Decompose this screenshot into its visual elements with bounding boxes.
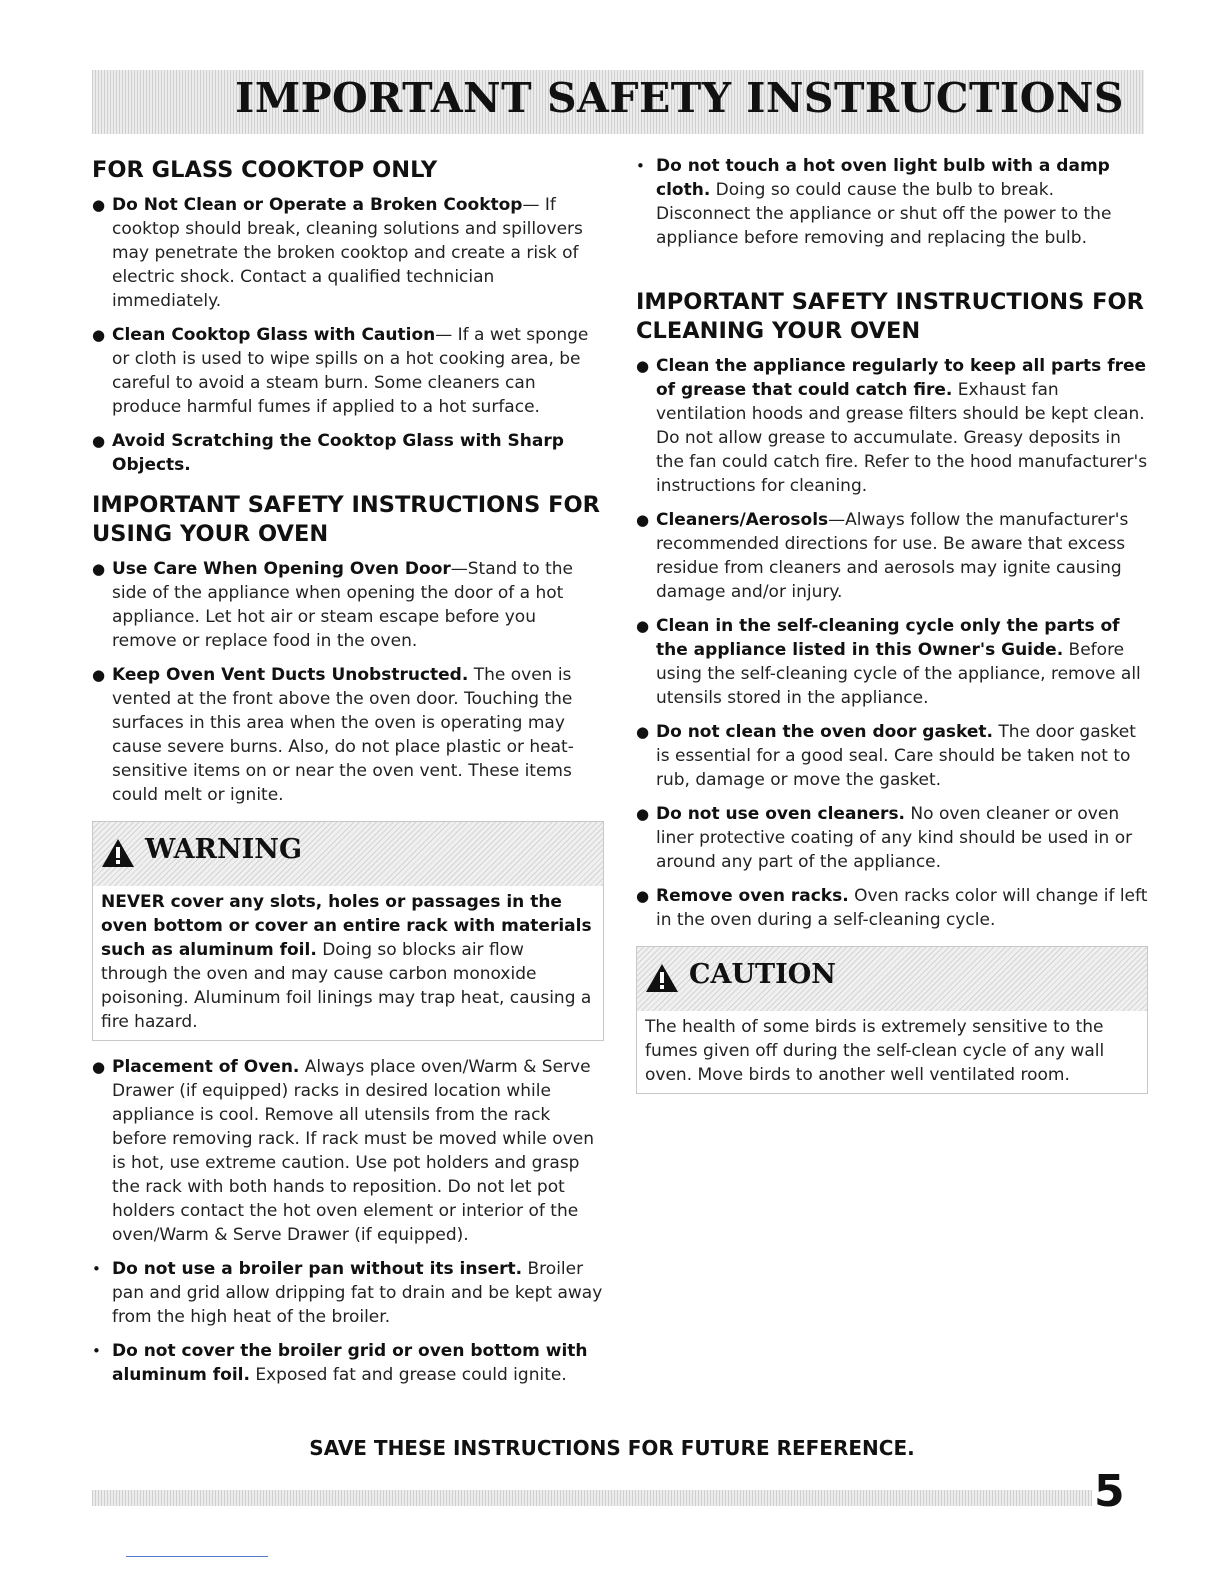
title-banner xyxy=(92,70,1144,134)
list-item: ● Remove oven racks. Oven racks color will change if left in the oven during a self-cleaning cycle. xyxy=(636,886,1148,930)
list-item: • Do not use a broiler pan without its insert. Broiler pan and grid allow dripping fat to drain and be kept away from the high heat of the broiler. xyxy=(92,1259,603,1327)
warning-triangle-icon xyxy=(101,838,135,868)
caution-title: CAUTION xyxy=(689,959,836,990)
bullet-icon: ● xyxy=(92,432,106,450)
divider-line xyxy=(126,1556,268,1557)
bullet-icon: • xyxy=(636,157,645,175)
bullet-icon: ● xyxy=(636,887,650,905)
list-item: ● Avoid Scratching the Cooktop Glass with Sharp Objects. xyxy=(92,431,564,475)
section-title-using-oven: IMPORTANT SAFETY INSTRUCTIONS FOR USING YOUR OVEN xyxy=(92,492,600,547)
bullet-icon: ● xyxy=(636,357,650,375)
bullet-icon: ● xyxy=(636,511,650,529)
left-column xyxy=(92,156,604,1401)
caution-text: The health of some birds is extremely sensitive to the fumes given off during the self-clean cycle of any wall oven. Move birds to another well ventilated room. xyxy=(645,1017,1105,1085)
list-item: ● Clean the appliance regularly to keep all parts free of grease that could catch fire. Exhaust fan ventilation hoods and grease filters should be kept clean. Do not allow grease to accumulate. Greasy deposits in the fan could catch fire. Refer to the hood manufacturer's instructions for cleaning. xyxy=(636,356,1148,496)
footer-bar xyxy=(92,1490,1092,1506)
warning-header xyxy=(93,822,603,886)
oven-placement-list xyxy=(92,1055,604,1387)
caution-triangle-icon xyxy=(645,963,679,993)
list-item: • Do not cover the broiler grid or oven bottom with aluminum foil. Exposed fat and grease could ignite. xyxy=(92,1341,588,1385)
list-item: ● Cleaners/Aerosols—Always follow the manufacturer's recommended directions for use. Be aware that excess residue from cleaners and aerosols may ignite causing damage and/or injury. xyxy=(636,510,1129,602)
bullet-icon: ● xyxy=(636,805,650,823)
cleaning-oven-list xyxy=(636,354,1148,932)
bullet-icon: ● xyxy=(636,723,650,741)
bullet-icon: ● xyxy=(92,1058,106,1076)
section-title-cleaning-oven: IMPORTANT SAFETY INSTRUCTIONS FOR CLEANING YOUR OVEN xyxy=(636,289,1144,344)
bullet-icon: ● xyxy=(92,560,106,578)
footer-note: SAVE THESE INSTRUCTIONS FOR FUTURE REFERENCE. xyxy=(309,1436,915,1460)
list-item: ● Do not use oven cleaners. No oven cleaner or oven liner protective coating of any kind should be used in or around any part of the appliance. xyxy=(636,804,1133,872)
list-item: ● Clean Cooktop Glass with Caution— If a wet sponge or cloth is used to wipe spills on a hot cooking area, be careful to avoid a steam burn. Some cleaners can produce harmful fumes if applied to a hot surface. xyxy=(92,325,589,417)
list-item: ● Clean in the self-cleaning cycle only the parts of the appliance listed in this Owner's Guide. Before using the self-cleaning cycle of the appliance, remove all utensils stored in the appliance. xyxy=(636,616,1141,708)
list-item: • Do not touch a hot oven light bulb with a damp cloth. Doing so could cause the bulb to break. Disconnect the appliance or shut off the power to the appliance before removing and replacing the bulb. xyxy=(636,156,1112,248)
bullet-icon: • xyxy=(92,1260,101,1278)
caution-header xyxy=(637,947,1147,1011)
bullet-icon: ● xyxy=(636,617,650,635)
warning-box xyxy=(92,821,604,1041)
light-bulb-list xyxy=(636,154,1148,250)
list-item: ● Keep Oven Vent Ducts Unobstructed. The oven is vented at the front above the oven door. Touching the surfaces in this area when the oven is operating may cause severe burns. Also, do not place plastic or heat-sensitive items on or near the oven vent. These items could melt or ignite. xyxy=(92,665,574,805)
list-item: ● Use Care When Opening Oven Door—Stand to the side of the appliance when opening the door of a hot appliance. Let hot air or steam escape before you remove or replace food in the oven. xyxy=(92,559,573,651)
right-column xyxy=(636,154,1148,1108)
warning-text: NEVER cover any slots, holes or passages in the oven bottom or cover an entire rack with materials such as aluminum foil. Doing so blocks air flow through the oven and may cause carbon monoxide poisoning. Aluminum foil linings may trap heat, causing a fire hazard. xyxy=(101,892,592,1032)
page-title: IMPORTANT SAFETY INSTRUCTIONS xyxy=(235,74,1124,122)
list-item: ● Do not clean the oven door gasket. The door gasket is essential for a good seal. Care should be taken not to rub, damage or move the gasket. xyxy=(636,722,1136,790)
list-item: ● Do Not Clean or Operate a Broken Cooktop— If cooktop should break, cleaning solutions and spillovers may penetrate the broken cooktop and create a risk of electric shock. Contact a qualified technician immediately. xyxy=(92,195,583,311)
bullet-icon: ● xyxy=(92,196,106,214)
bullet-icon: ● xyxy=(92,666,106,684)
bullet-icon: • xyxy=(92,1342,101,1360)
page-number: 5 xyxy=(1094,1466,1125,1517)
bullet-icon: ● xyxy=(92,326,106,344)
caution-box xyxy=(636,946,1148,1094)
warning-title: WARNING xyxy=(145,834,303,865)
using-oven-list xyxy=(92,557,604,807)
list-item: ● Placement of Oven. Always place oven/Warm & Serve Drawer (if equipped) racks in desired location while appliance is cool. Remove all utensils from the rack before removing rack. If rack must be moved while oven is hot, use extreme caution. Use pot holders and grasp the rack with both hands to reposition. Do not let pot holders contact the hot oven element or interior of the oven/Warm & Serve Drawer (if equipped). xyxy=(92,1057,594,1245)
glass-cooktop-list xyxy=(92,193,604,477)
section-title-glass-cooktop: FOR GLASS COOKTOP ONLY xyxy=(92,157,438,183)
